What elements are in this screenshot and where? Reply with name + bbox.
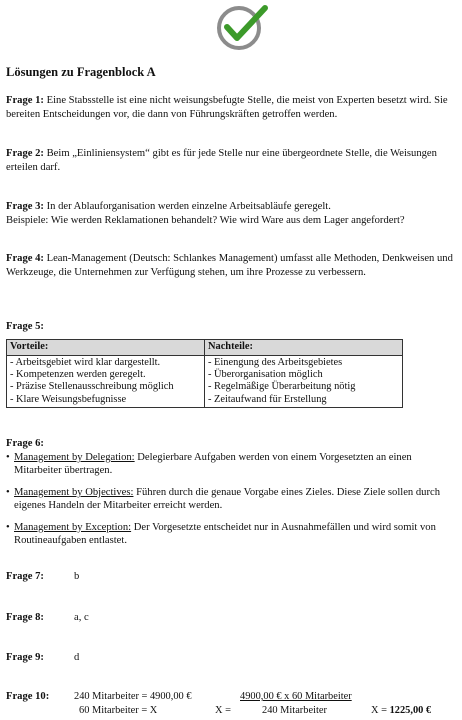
checkmark-icon bbox=[215, 3, 271, 51]
frage-2-text: Beim „Einliniensystem“ gibt es für jede Stelle nur eine übergeordnete Stelle, die Weisungen erteilen darf. bbox=[6, 148, 437, 173]
frage-1 bbox=[6, 94, 456, 121]
frage-3 bbox=[6, 200, 456, 227]
calc-line-2: 60 Mitarbeiter = X bbox=[79, 705, 158, 716]
frage-8-label: Frage 8: bbox=[6, 612, 44, 623]
frage-6-list bbox=[6, 451, 458, 555]
result-value: 1225,00 € bbox=[389, 705, 432, 716]
list-item-text: Delegierbare Aufgaben werden von einem Vorgesetzten an einen Mitarbeiter übertragen. bbox=[14, 452, 412, 477]
list-item bbox=[6, 521, 458, 548]
calc-x-equals: X = bbox=[215, 705, 231, 716]
frage-7 bbox=[6, 571, 79, 582]
vorteile-nachteile-table bbox=[6, 339, 403, 408]
frage-8 bbox=[6, 612, 89, 623]
frage-3-text: In der Ablauforganisation werden einzelne Arbeitsabläufe geregelt. bbox=[46, 201, 331, 212]
calc-line-1: 240 Mitarbeiter = 4900,00 € bbox=[74, 691, 192, 702]
frage-10-label: Frage 10: bbox=[6, 691, 50, 702]
nachteile-header: Nachteile: bbox=[205, 340, 403, 356]
bullet-icon: • bbox=[6, 452, 10, 463]
frage-2-label: Frage 2: bbox=[6, 148, 44, 159]
frage-4-text: Lean-Management (Deutsch: Schlankes Management) umfasst alle Methoden, Denkweisen und Werkzeuge, die Unternehmen zur Verfügung stehen, um ihre Prozesse zu verbessern. bbox=[6, 253, 453, 278]
frage-9 bbox=[6, 652, 79, 663]
frage-4-label: Frage 4: bbox=[6, 253, 44, 264]
frage-9-label: Frage 9: bbox=[6, 652, 44, 663]
list-item-term: Management by Exception: bbox=[14, 521, 132, 533]
frage-2 bbox=[6, 147, 456, 174]
vorteil-item: - Kompetenzen werden geregelt. bbox=[10, 369, 146, 381]
fraction-denominator: 240 Mitarbeiter bbox=[262, 705, 327, 716]
frage-7-answer: b bbox=[74, 571, 80, 582]
nachteile-cell bbox=[205, 356, 403, 408]
list-item bbox=[6, 486, 458, 513]
vorteil-item: - Präzise Stellenausschreibung möglich bbox=[10, 381, 174, 393]
fraction-numerator: 4900,00 € x 60 Mitarbeiter bbox=[240, 691, 352, 702]
frage-6-label: Frage 6: bbox=[6, 438, 44, 449]
page-title: Lösungen zu Fragenblock A bbox=[6, 65, 156, 79]
nachteil-item: - Regelmäßige Überarbeitung nötig bbox=[208, 381, 356, 393]
result-prefix: X = bbox=[371, 705, 390, 716]
vorteile-header: Vorteile: bbox=[7, 340, 205, 356]
nachteil-item: - Zeitaufwand für Erstellung bbox=[208, 393, 327, 405]
list-item-text: Der Vorgesetzte entscheidet nur in Ausnahmefällen und wird somit von Routineaufgaben entlastet. bbox=[14, 521, 436, 547]
frage-8-answer: a, c bbox=[74, 612, 89, 623]
list-item-term: Management by Delegation: bbox=[14, 452, 135, 463]
frage-4 bbox=[6, 252, 456, 279]
nachteil-item: - Überorganisation möglich bbox=[208, 369, 323, 381]
calc-result bbox=[371, 705, 431, 716]
bullet-icon: • bbox=[6, 521, 10, 533]
nachteil-item: - Einengung des Arbeitsgebietes bbox=[208, 357, 343, 368]
list-item-text: Führen durch die genaue Vorgabe eines Zieles. Diese Ziele sollen durch eigenes Handeln der Mitarbeiter erreicht werden. bbox=[14, 486, 440, 512]
frage-7-label: Frage 7: bbox=[6, 571, 44, 582]
frage-9-answer: d bbox=[74, 652, 80, 663]
frage-5-label: Frage 5: bbox=[6, 321, 44, 332]
vorteil-item: - Klare Weisungsbefugnisse bbox=[10, 393, 127, 405]
frage-1-text: Eine Stabsstelle ist eine nicht weisungsbefugte Stelle, die meist von Experten besetzt wird. Sie bereiten Entscheidungen vor, die dann von Führungskräften getroffen werden. bbox=[6, 95, 448, 120]
vorteil-item: - Arbeitsgebiet wird klar dargestellt. bbox=[10, 357, 161, 368]
bullet-icon: • bbox=[6, 486, 10, 498]
frage-3-examples: Beispiele: Wie werden Reklamationen behandelt? Wie wird Ware aus dem Lager angefordert? bbox=[6, 214, 405, 226]
frage-3-label: Frage 3: bbox=[6, 201, 44, 212]
list-item bbox=[6, 451, 458, 478]
frage-1-label: Frage 1: bbox=[6, 95, 44, 106]
vorteile-cell bbox=[7, 356, 205, 408]
list-item-term: Management by Objectives: bbox=[14, 486, 134, 498]
